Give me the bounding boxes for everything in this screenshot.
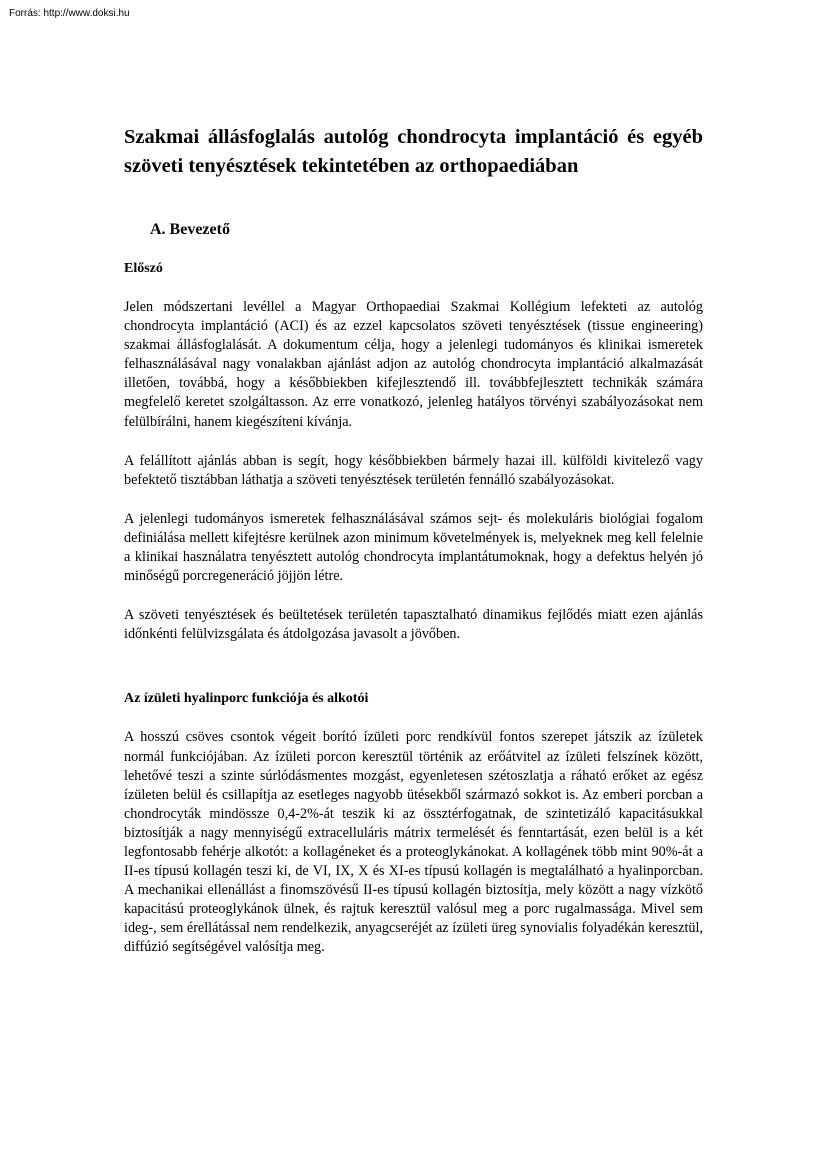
paragraph: A szöveti tenyésztések és beültetések területén tapasztalható dinamikus fejlődés miatt ezen ajánlás időnkénti felülvizsgálata és átdolgozása javasolt a jövőben. <box>124 607 703 643</box>
document-title: Szakmai állásfoglalás autológ chondrocyta implantáció és egyéb szöveti tenyésztések tekintetében az orthopaediában <box>124 126 703 177</box>
paragraph: A felállított ajánlás abban is segít, hogy későbbiekben bármely hazai ill. külföldi kivitelező vagy befektető tisztábban láthatja a szöveti tenyésztések területén fennálló szabályozásokat. <box>124 452 703 488</box>
section-heading-introduction: A. Bevezető <box>150 221 230 238</box>
subheading-foreword: Előszó <box>124 261 163 276</box>
paragraph: A jelenlegi tudományos ismeretek felhasználásával számos sejt- és molekuláris biológiai fogalom definiálása mellett kifejtésre kerülnek azon minimum követelmények is, melyeknek meg kell felelnie a klinikai használatra tenyésztett autológ chondrocyta implantátumoknak, hogy a defektus helyén jó minőségű porcregeneráció jöjjön létre. <box>124 510 703 585</box>
paragraph: Jelen módszertani levéllel a Magyar Orthopaediai Szakmai Kollégium lefekteti az autológ chondrocyta implantáció (ACI) és az ezzel kapcsolatos szöveti tenyésztések (tissue engineering) szakmai állásfoglalását. A dokumentum célja, hogy a jelenlegi tudományos és klinikai ismeretek felhasználásával nagy vonalakban ajánlást adjon az autológ chondrocyta implantáció alkalmazását illetően, továbbá, hogy a későbbiekben kifejlesztendő ill. továbbfejlesztett technikák számára megfelelő keretet szolgáltasson. Az erre vonatkozó, jelenleg hatályos törvényi szabályozásokat nem felülbírálni, hanem kiegészíteni kívánja. <box>124 299 703 430</box>
subheading-hyaline-cartilage: Az ízületi hyalinporc funkciója és alkotói <box>124 691 369 707</box>
document-page <box>124 123 703 958</box>
source-url-line: Forrás: http://www.doksi.hu <box>9 8 130 19</box>
paragraph: A hosszú csöves csontok végeit borító ízületi porc rendkívül fontos szerepet játszik az ízületek normál funkciójában. Az ízületi porcon keresztül történik az erőátvitel az ízületi felszínek között, lehetővé teszi a szinte súrlódásmentes mozgást, egyenletesen szétoszlatja a ráható erőket az egész ízületen belül és csillapítja az esetleges nagyobb ütésekből származó sokkot is. Az emberi porcban a chondrocyták mindössze 0,4-2%-át teszik ki az össztérfogatnak, de szintetizáló kapacitásukkal biztosítják a nagy mennyiségű extracelluláris mátrix termelését és fenntartását, ezen belül is a két legfontosabb fehérje alkotót: a kollagéneket és a proteoglykánokat. A kollagének több mint 90%-át a II-es típusú kollagén teszi ki, de VI, IX, X és XI-es típusú kollagén is megtalálható a hyalinporcban. A mechanikai ellenállást a finomszövésű II-es típusú kollagén biztosítja, mely között a nagy vízkötő kapacitású proteoglykánok ülnek, és rajtuk keresztül valósul meg a porc rugalmassága. Mivel sem ideg-, sem érellátással nem rendelkezik, anyagcseréjét az ízületi üreg synovialis folyadékán keresztül, diffúzió segítségével valósítja meg. <box>124 729 703 956</box>
